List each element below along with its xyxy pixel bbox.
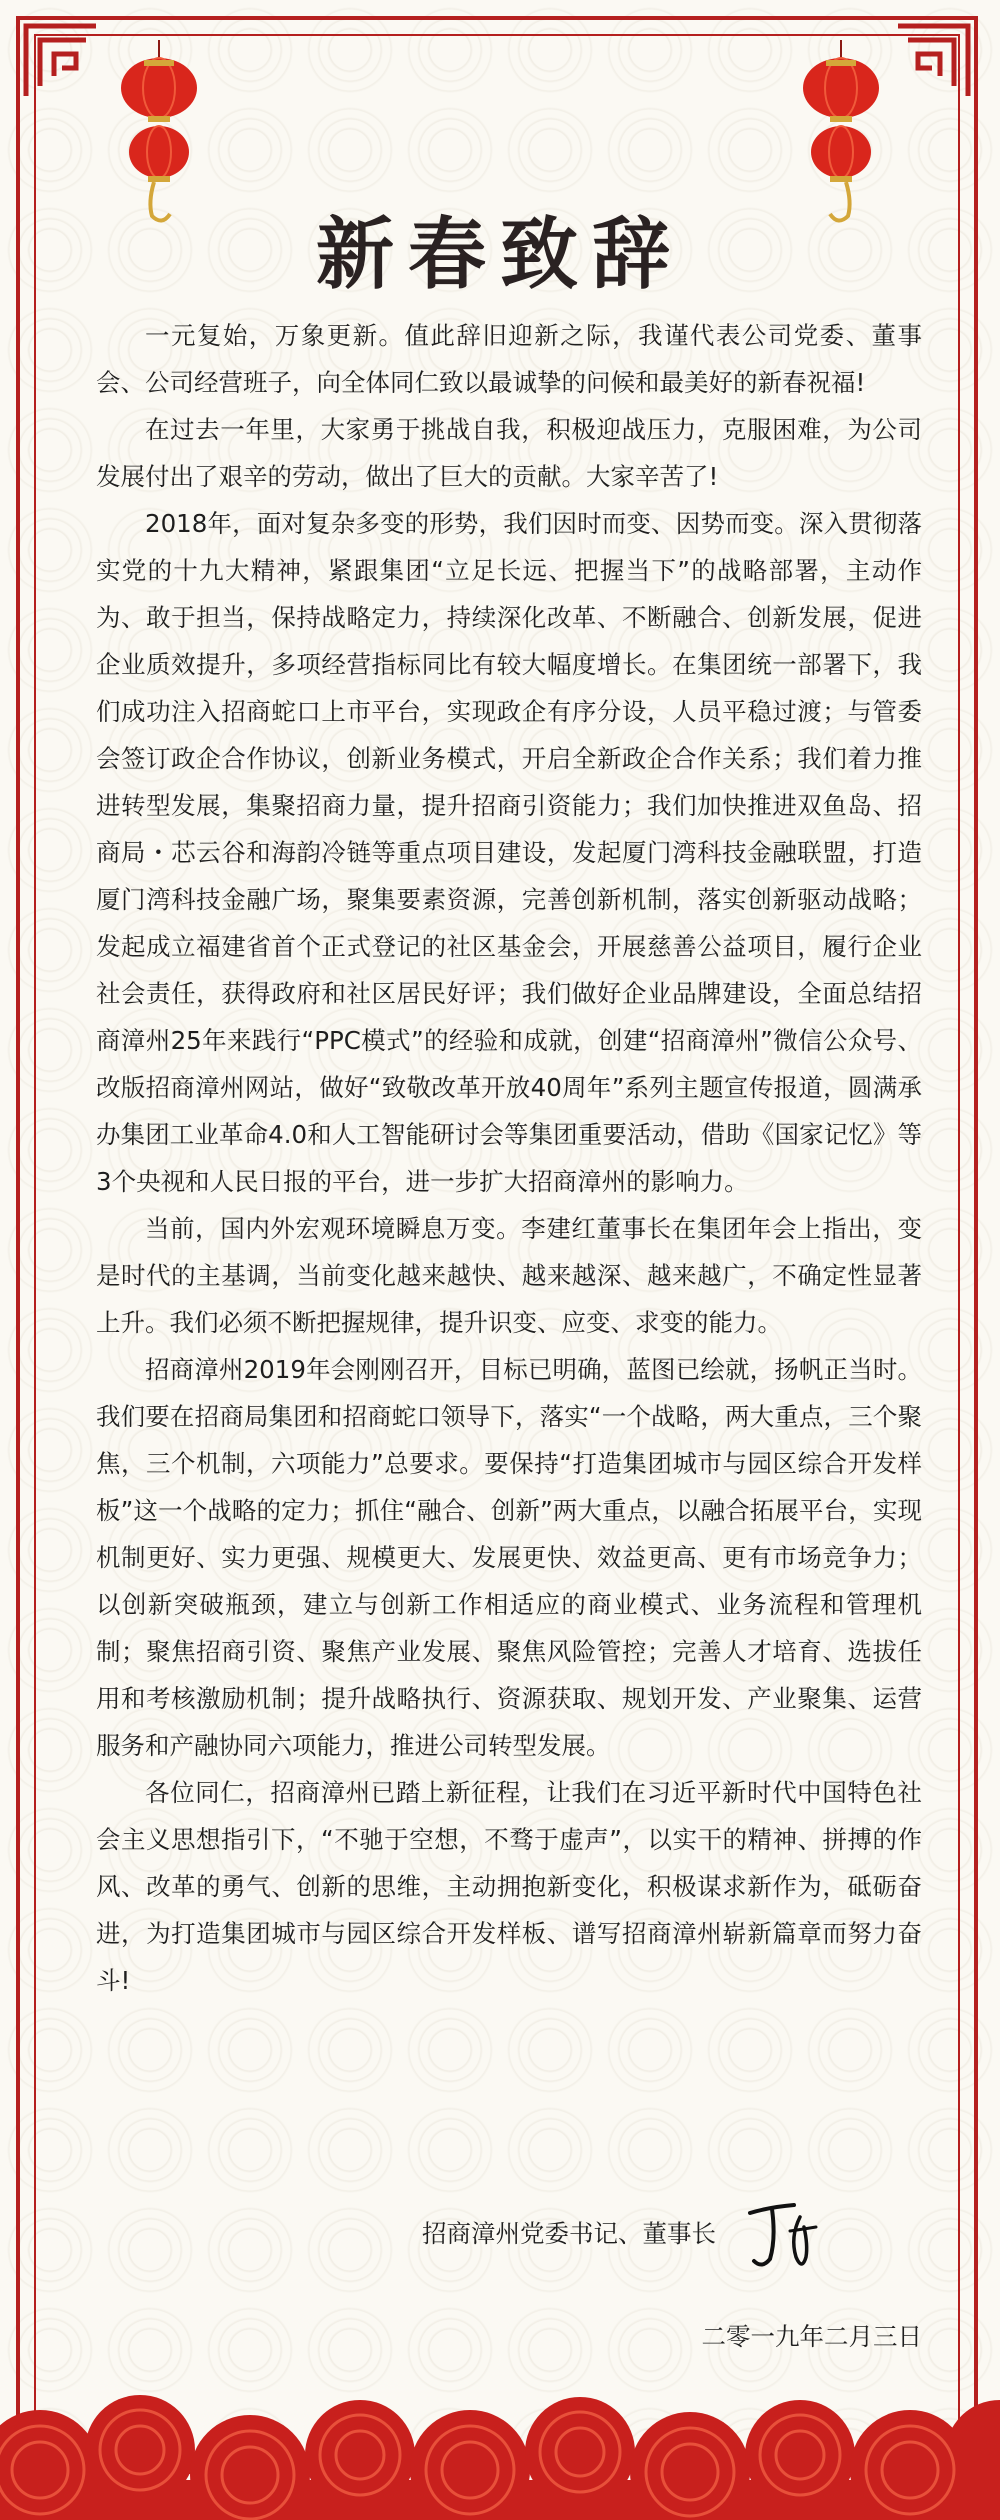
handwritten-signature <box>742 2195 832 2275</box>
paragraph-thanks: 在过去一年里，大家勇于挑战自我，积极迎战压力，克服困难，为公司发展付出了艰辛的劳动，做出了巨大的贡献。大家辛苦了! <box>96 415 922 491</box>
letter-date: 二零一九年二月三日 <box>701 2322 922 2351</box>
paragraph-2018-review: 2018年，面对复杂多变的形势，我们因时而变、因势而变。深入贯彻落实党的十九大精神，紧跟集团“立足长远、把握当下”的战略部署，主动作为、敢于担当，保持战略定力，持续深化改革、不断融合、创新发展，促进企业质效提升，多项经营指标同比有较大幅度增长。在集团统一部署下，我们成功注入招商蛇口上市平台，实现政企有序分设，人员平稳过渡；与管委会签订政企合作协议，创新业务模式，开启全新政企合作关系；我们着力推进转型发展，集聚招商力量，提升招商引资能力；我们加快推进双鱼岛、招商局・芯云谷和海韵冷链等重点项目建设，发起厦门湾科技金融联盟，打造厦门湾科技金融广场，聚集要素资源，完善创新机制，落实创新驱动战略；发起成立福建省首个正式登记的社区基金会，开展慈善公益项目，履行企业社会责任，获得政府和社区居民好评；我们做好企业品牌建设，全面总结招商漳州25年来践行“PPC模式”的经验和成就，创建“招商漳州”微信公众号、改版招商漳州网站，做好“致敬改革开放40周年”系列主题宣传报道，圆满承办集团工业革命4.0和人工智能研讨会等集团重要活动，借助《国家记忆》等3个央视和人民日报的平台，进一步扩大招商漳州的影响力。 <box>96 509 922 1196</box>
paragraph-closing: 各位同仁，招商漳州已踏上新征程，让我们在习近平新时代中国特色社会主义思想指引下，“不驰于空想，不骛于虚声”，以实干的精神、拼搏的作风、改革的勇气、创新的思维，主动拥抱新变化，积极谋求新作为，砥砺奋进，为打造集团城市与园区综合开发样板、谱写招商漳州崭新篇章而努力奋斗! <box>96 1778 922 1995</box>
paragraph-2019-goals: 招商漳州2019年会刚刚召开，目标已明确，蓝图已绘就，扬帆正当时。我们要在招商局集团和招商蛇口领导下，落实“一个战略，两大重点，三个聚焦，三个机制，六项能力”总要求。要保持“打造集团城市与园区综合开发样板”这一个战略的定力；抓住“融合、创新”两大重点，以融合拓展平台，实现机制更好、实力更强、规模更大、发展更快、效益更高、更有市场竞争力；以创新突破瓶颈，建立与创新工作相适应的商业模式、业务流程和管理机制；聚焦招商引资、聚焦产业发展、聚焦风险管控；完善人才培育、选拔任用和考核激励机制；提升战略执行、资源获取、规划开发、产业聚集、运营服务和产融协同六项能力，推进公司转型发展。 <box>96 1355 922 1760</box>
top-left-corner-ornament <box>16 16 106 106</box>
page-title: 新春致辞 <box>315 209 684 301</box>
letter-body <box>96 312 922 2004</box>
auspicious-clouds-decoration <box>0 2360 1000 2520</box>
paragraph-environment: 当前，国内外宏观环境瞬息万变。李建红董事长在集团年会上指出，变是时代的主基调，当前变化越来越快、越来越深、越来越广，不确定性显著上升。我们必须不断把握规律，提升识变、应变、求变的能力。 <box>96 1214 922 1337</box>
top-right-corner-ornament <box>888 16 978 106</box>
paragraph-greeting: 一元复始，万象更新。值此辞旧迎新之际，我谨代表公司党委、董事会、公司经营班子，向全体同仁致以最诚挚的问候和最美好的新春祝福! <box>96 321 922 397</box>
signature-block <box>96 2195 922 2275</box>
signer-title: 招商漳州党委书记、董事长 <box>422 2219 716 2248</box>
